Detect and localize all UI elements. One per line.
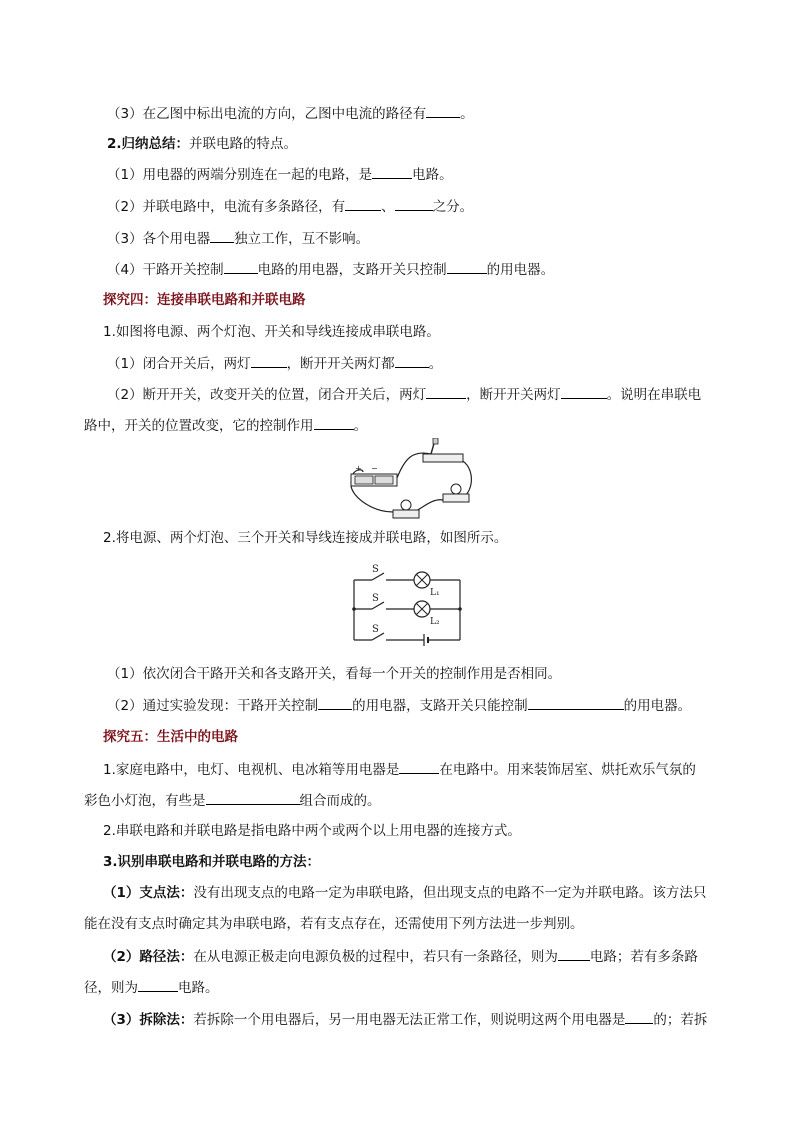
answer-blank[interactable] — [395, 353, 429, 368]
summary-point-4: （4）干路开关控制 电路的用电器，支路开关只控制 的用电器。 — [107, 259, 554, 280]
answer-blank[interactable] — [251, 353, 287, 368]
explore-5-item-2: 2.串联电路和并联电路是指电路中两个或两个以上用电器的连接方式。 — [103, 823, 521, 839]
explore-4-item-2-question-2: （2）通过实验发现：干路开关控制 的用电器，支路开关只能控制 的用电器。 — [107, 695, 691, 716]
method-3: （3）拆除法：若拆除一个用电器后，另一用电器无法正常工作，则说明这两个用电器是 的；若拆 — [103, 1009, 707, 1030]
battery-plus: + — [355, 464, 362, 473]
answer-blank[interactable] — [561, 384, 607, 399]
answer-blank[interactable] — [138, 977, 178, 992]
wire — [461, 460, 471, 496]
answer-blank[interactable] — [224, 259, 258, 274]
answer-blank[interactable] — [625, 1009, 653, 1024]
explore-5-item-1: 1.家庭电路中，电灯、电视机、电冰箱等用电器是 在电路中。用来装饰居室、烘托欢乐气氛的 — [103, 759, 696, 780]
wire — [351, 486, 393, 512]
explore-5-item-1-cont: 彩色小灯泡，有些是 组合而成的。 — [84, 790, 381, 811]
method-2: （2）路径法：在从电源正极走向电源负极的过程中，若只有一条路径，则为 电路；若有多条路 — [103, 946, 698, 967]
switch-label: S — [372, 593, 379, 604]
explore-4-title: 探究四：连接串联电路和并联电路 — [103, 292, 306, 308]
answer-blank[interactable] — [206, 790, 300, 805]
explore-5-item-3: 3.识别串联电路和并联电路的方法： — [103, 854, 321, 870]
explore-4-question-2-cont: 路中，开关的位置改变，它的控制作用 。 — [84, 415, 367, 436]
answer-blank[interactable] — [426, 103, 460, 118]
explore-5-title: 探究五：生活中的电路 — [103, 729, 238, 745]
battery-minus: − — [371, 464, 378, 473]
answer-blank[interactable] — [399, 759, 439, 774]
answer-blank[interactable] — [210, 228, 234, 243]
section-summary-title: 2.归纳总结：并联电路的特点。 — [107, 136, 298, 152]
explore-4-item-2-question-1: （1）依次闭合干路开关和各支路开关，看每一个开关的控制作用是否相同。 — [107, 666, 562, 682]
battery-icon — [351, 464, 397, 486]
method-1: （1）支点法：没有出现支点的电路一定为串联电路，但出现支点的电路不一定为并联电路。该方法只 — [103, 885, 707, 901]
parallel-circuit-diagram — [350, 562, 468, 648]
summary-point-1: （1）用电器的两端分别连在一起的电路，是 电路。 — [107, 164, 453, 185]
lamp-label-l1: L₁ — [430, 588, 440, 598]
method-1-cont: 能在没有支点时确定其为串联电路，若有支点存在，还需使用下列方法进一步判别。 — [84, 916, 584, 932]
line-q3-path: （3）在乙图中标出电流的方向，乙图中电流的路径有 。 — [107, 103, 474, 124]
explore-4-question-1: （1）闭合开关后，两灯 ，断开开关两灯都 。 — [107, 353, 442, 374]
bulb-icon — [443, 484, 469, 502]
branch-1 — [354, 564, 460, 598]
branch-2 — [352, 593, 462, 627]
answer-blank[interactable] — [314, 415, 354, 430]
lamp-label-l2: L₂ — [430, 617, 440, 627]
series-circuit-figure — [343, 438, 481, 524]
main-branch — [354, 624, 460, 646]
summary-point-3: （3）各个用电器 独立工作，互不影响。 — [107, 228, 369, 249]
explore-4-question-2: （2）断开开关，改变开关的位置，闭合开关后，两灯 ，断开开关两灯 。说明在串联电 — [107, 384, 701, 405]
answer-blank[interactable] — [372, 164, 412, 179]
answer-blank[interactable] — [447, 259, 487, 274]
switch-label: S — [372, 564, 379, 575]
method-2-cont: 径，则为 电路。 — [84, 977, 219, 998]
bulb-icon — [393, 500, 419, 518]
knife-switch-icon — [423, 438, 463, 462]
answer-blank[interactable] — [318, 695, 352, 710]
explore-4-item-1: 1.如图将电源、两个灯泡、开关和导线连接成串联电路。 — [103, 324, 440, 340]
explore-4-item-2: 2.将电源、两个灯泡、三个开关和导线连接成并联电路，如图所示。 — [103, 530, 508, 546]
answer-blank[interactable] — [395, 196, 433, 211]
answer-blank[interactable] — [528, 695, 624, 710]
answer-blank[interactable] — [426, 384, 466, 399]
switch-label: S — [372, 624, 379, 635]
answer-blank[interactable] — [558, 946, 590, 961]
summary-point-2: （2）并联电路中，电流有多条路径，有 、 之分。 — [107, 196, 473, 217]
answer-blank[interactable] — [345, 196, 381, 211]
